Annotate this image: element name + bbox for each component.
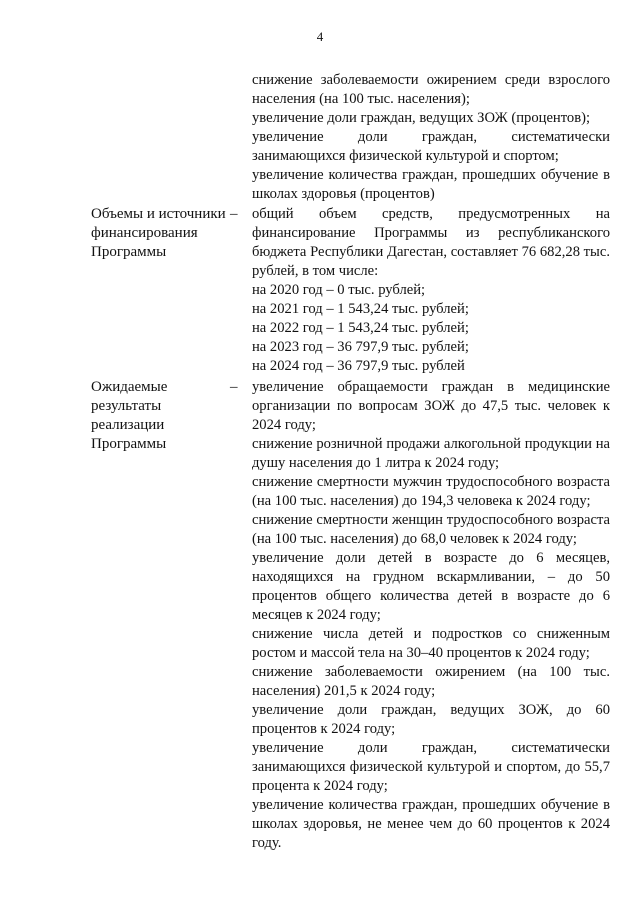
list-item: увеличение доли граждан, ведущих ЗОЖ (процентов); bbox=[252, 110, 591, 126]
list-item: на 2020 год – 0 тыс. рублей; bbox=[252, 282, 426, 298]
page-number: 4 bbox=[316, 29, 324, 44]
list-item: на 2022 год – 1 543,24 тыс. рублей; bbox=[252, 320, 469, 336]
list-item: увеличение доли граждан, ведущих ЗОЖ, до 60 процентов к 2024 году; bbox=[252, 702, 610, 737]
list-item: на 2024 год – 36 797,9 тыс. рублей bbox=[252, 358, 465, 374]
section-dash: – bbox=[230, 206, 238, 222]
section-dash: – bbox=[230, 379, 238, 395]
list-item: увеличение доли детей в возрасте до 6 месяцев, находящихся на грудном вскармливании, – до 50 процентов общего количества детей в возрасте до 6 месяцев к 2024 году; bbox=[252, 550, 610, 623]
list-item: снижение розничной продажи алкогольной продукции на душу населения до 1 литра к 2024 году; bbox=[252, 436, 610, 471]
section-items bbox=[252, 378, 610, 853]
list-item: снижение заболеваемости ожирением среди взрослого населения (на 100 тыс. населения); bbox=[252, 72, 610, 107]
list-item: увеличение доли граждан, систематически занимающихся физической культурой и спортом, до 55,7 процента к 2024 году; bbox=[252, 740, 610, 794]
section-label: Объемы и источники финансирования Программы bbox=[91, 206, 226, 260]
list-item: общий объем средств, предусмотренных на финансирование Программы из республиканского бюджета Республики Дагестан, составляет 76 682,28 тыс. рублей, в том числе: bbox=[252, 206, 610, 279]
list-item: увеличение количества граждан, прошедших обучение в школах здоровья (процентов) bbox=[252, 167, 610, 202]
section-items bbox=[252, 205, 610, 376]
list-item: на 2023 год – 36 797,9 тыс. рублей; bbox=[252, 339, 469, 355]
list-item: снижение смертности мужчин трудоспособного возраста (на 100 тыс. населения) до 194,3 человека к 2024 году; bbox=[252, 474, 610, 509]
list-item: снижение заболеваемости ожирением (на 100 тыс. населения) 201,5 к 2024 году; bbox=[252, 664, 610, 699]
list-item: увеличение доли граждан, систематически занимающихся физической культурой и спортом; bbox=[252, 129, 610, 164]
list-item: увеличение количества граждан, прошедших обучение в школах здоровья, не менее чем до 60 процентов к 2024 году. bbox=[252, 797, 610, 851]
list-item: снижение смертности женщин трудоспособного возраста (на 100 тыс. населения) до 68,0 человек к 2024 году; bbox=[252, 512, 610, 547]
list-item: снижение числа детей и подростков со сниженным ростом и массой тела на 30–40 процентов к 2024 году; bbox=[252, 626, 610, 661]
section-items bbox=[252, 71, 610, 204]
section-label: Ожидаемые результаты реализации Программы bbox=[91, 379, 168, 452]
list-item: увеличение обращаемости граждан в медицинские организации по вопросам ЗОЖ до 47,5 тыс. человек к 2024 году; bbox=[252, 379, 610, 433]
list-item: на 2021 год – 1 543,24 тыс. рублей; bbox=[252, 301, 469, 317]
